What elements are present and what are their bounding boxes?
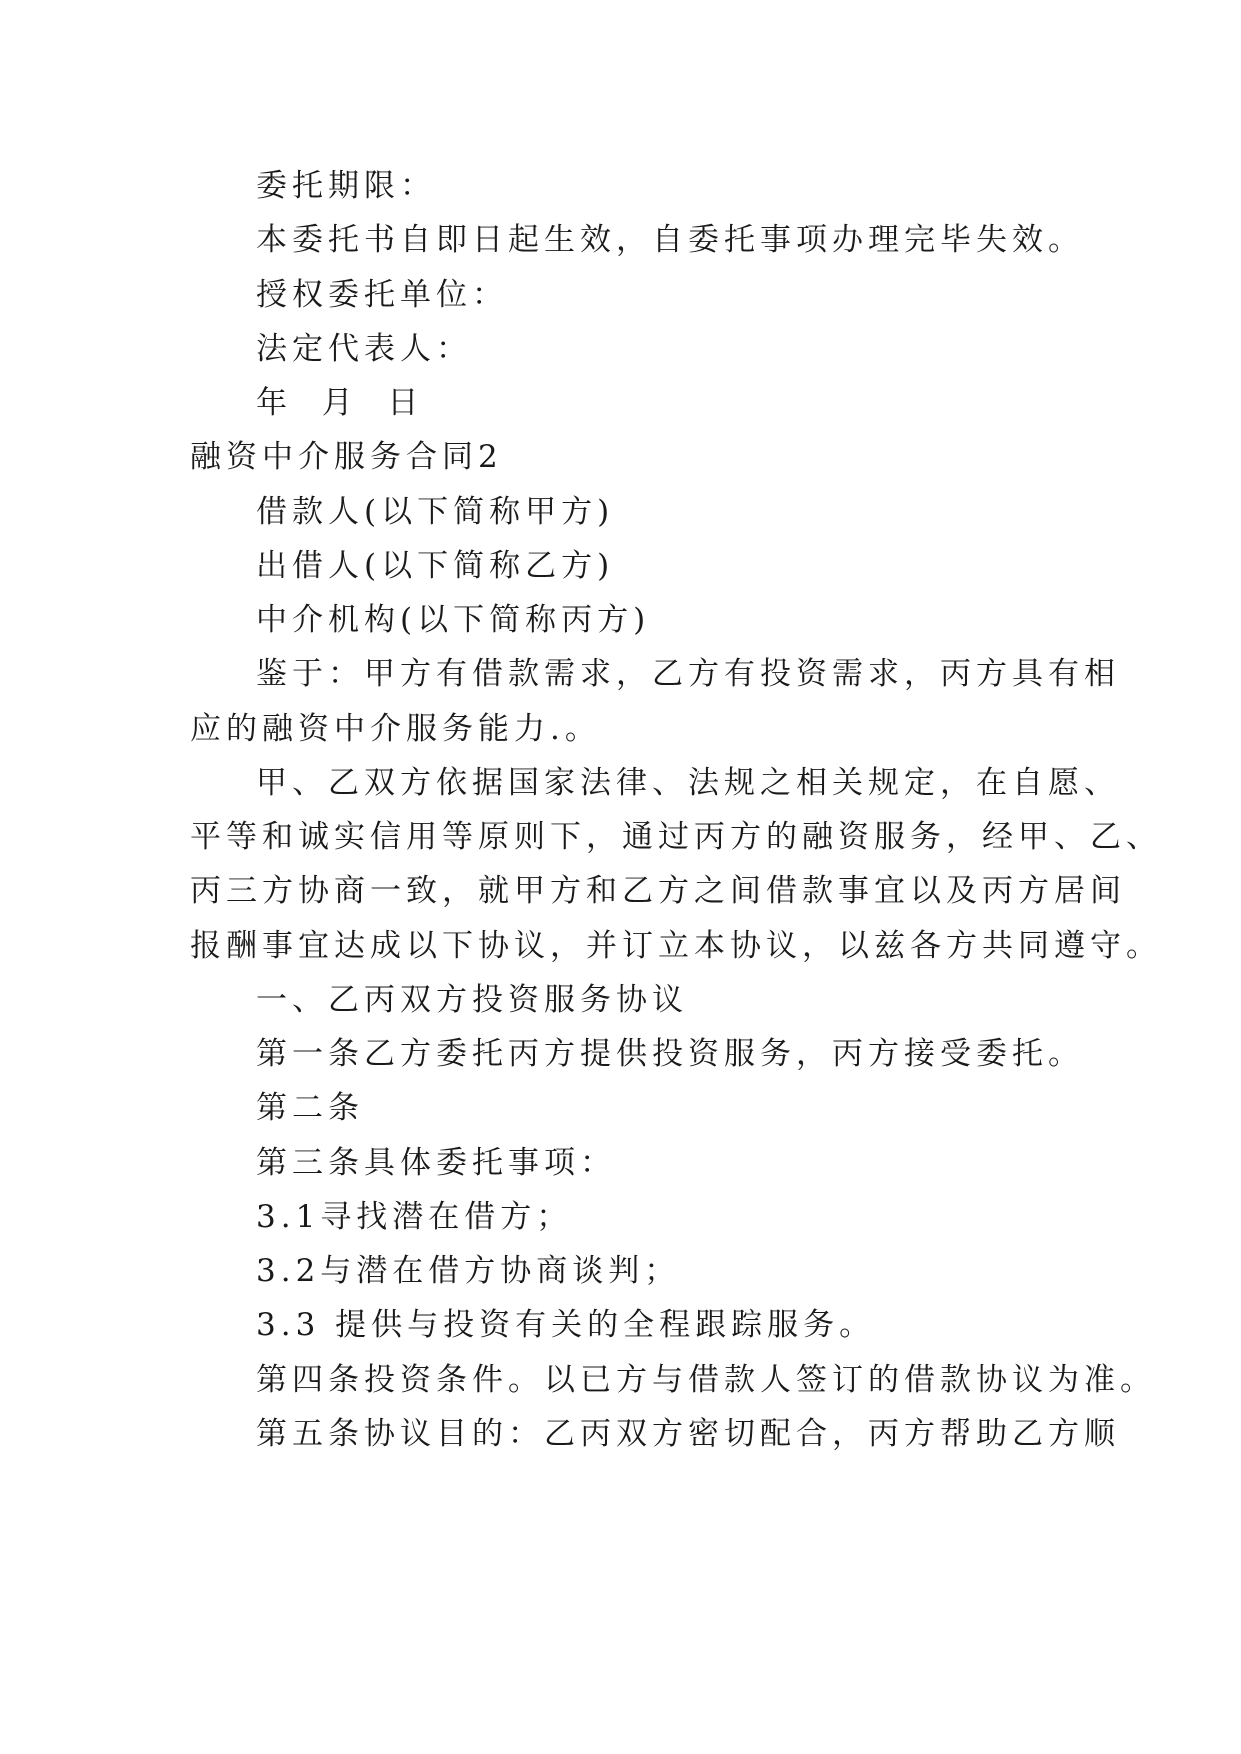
agreement-paragraph-line-4: 报酬事宜达成以下协议，并订立本协议，以兹各方共同遵守。 [190, 928, 1162, 964]
entrust-period-label: 委托期限： [256, 168, 436, 204]
article-4: 第四条投资条件。以已方与借款人签订的借款协议为准。 [256, 1362, 1156, 1398]
party-c-line: 中介机构(以下简称丙方) [256, 602, 651, 638]
article-2: 第二条 [256, 1090, 364, 1126]
article-1: 第一条乙方委托丙方提供投资服务，丙方接受委托。 [256, 1036, 1084, 1072]
date-line: 年 月 日 [256, 385, 424, 421]
legal-representative-label: 法定代表人： [256, 331, 472, 367]
agreement-paragraph-line-1: 甲、乙双方依据国家法律、法规之相关规定，在自愿、 [256, 765, 1120, 801]
whereas-paragraph-line-1: 鉴于：甲方有借款需求，乙方有投资需求，丙方具有相 [256, 656, 1120, 692]
agreement-paragraph-line-2: 平等和诚实信用等原则下，通过丙方的融资服务，经甲、乙、 [190, 819, 1162, 855]
contract-title: 融资中介服务合同2 [190, 439, 503, 475]
article-5: 第五条协议目的：乙丙双方密切配合，丙方帮助乙方顺 [256, 1416, 1120, 1452]
authorizing-unit-label: 授权委托单位： [256, 277, 508, 313]
item-3-3: 3.3 提供与投资有关的全程跟踪服务。 [256, 1307, 876, 1343]
party-a-line: 借款人(以下简称甲方) [256, 494, 615, 530]
whereas-paragraph-line-2: 应的融资中介服务能力.。 [190, 711, 601, 747]
section-heading-1: 一、乙丙双方投资服务协议 [256, 982, 688, 1018]
effective-clause: 本委托书自即日起生效，自委托事项办理完毕失效。 [256, 222, 1084, 258]
agreement-paragraph-line-3: 丙三方协商一致，就甲方和乙方之间借款事宜以及丙方居间 [190, 873, 1126, 909]
party-b-line: 出借人(以下简称乙方) [256, 548, 615, 584]
article-3: 第三条具体委托事项： [256, 1145, 616, 1181]
item-3-2: 3.2与潜在借方协商谈判； [256, 1253, 681, 1289]
item-3-1: 3.1寻找潜在借方； [256, 1199, 573, 1235]
